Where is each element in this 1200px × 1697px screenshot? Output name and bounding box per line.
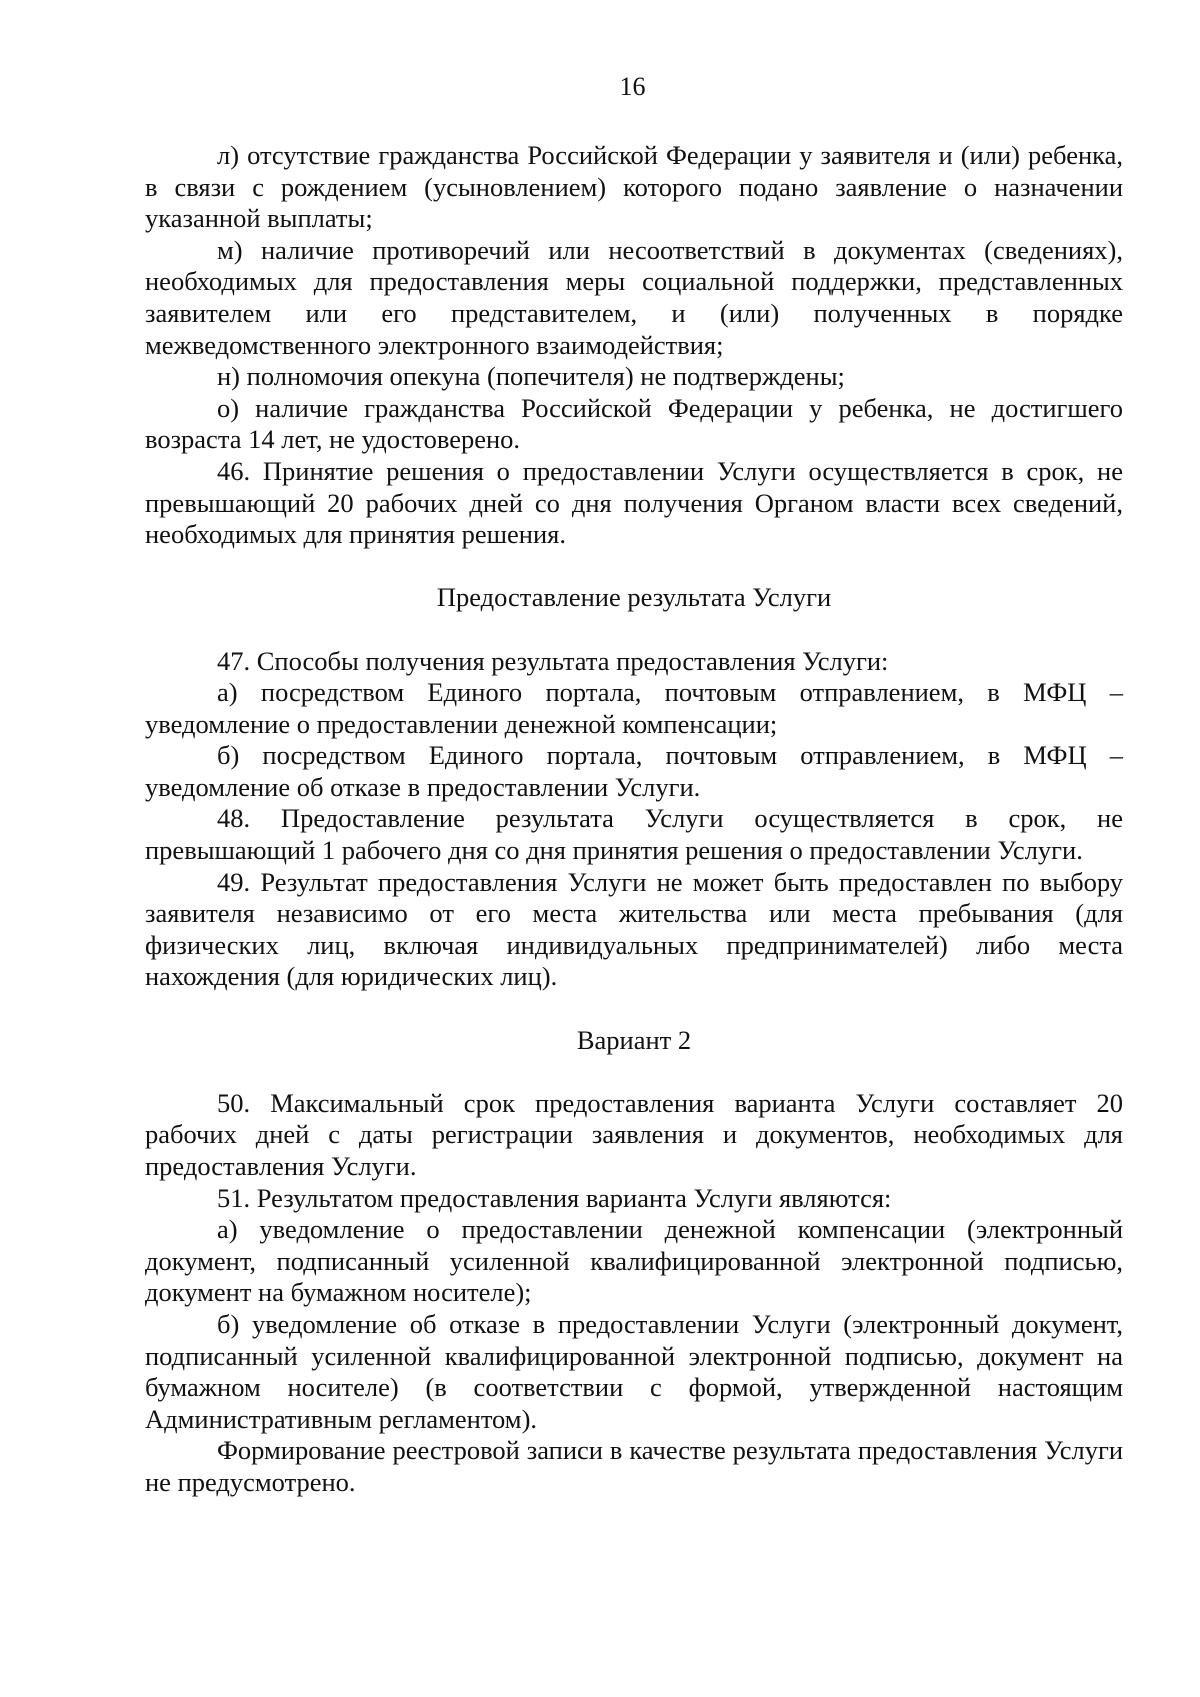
clause-51a-paragraph: а) уведомление о предоставлении денежной компенсации (электронный документ, подписанный усиленной квалифицированной электронной подписью, документ на бумажном носителе);: [145, 1214, 1123, 1308]
clause-47a-paragraph: а) посредством Единого портала, почтовым отправлением, в МФЦ – уведомление о предоставлении денежной компенсации;: [145, 677, 1123, 739]
item-o-paragraph: о) наличие гражданства Российской Федерации у ребенка, не достигшего возраста 14 лет, не удостоверено.: [145, 392, 1123, 455]
item-n-paragraph: н) полномочия опекуна (попечителя) не подтверждены;: [217, 361, 845, 392]
item-l-paragraph: л) отсутствие гражданства Российской Федерации у заявителя и (или) ребенка, в связи с рождением (усыновлением) которого подано заявление о назначении указанной выплаты;: [145, 140, 1123, 234]
clause-51b-paragraph: б) уведомление об отказе в предоставлении Услуги (электронный документ, подписанный усиленной квалифицированной электронной подписью, документ на бумажном носителе) (в соответствии с формой, утвержденной настоящим Административным регламентом).: [145, 1308, 1123, 1434]
item-m-paragraph: м) наличие противоречий или несоответствий в документах (сведениях), необходимых для предоставления меры социальной поддержки, представленных заявителем или его представителем, и (или) полученных в порядке межведомственного электронного взаимодействия;: [145, 234, 1123, 360]
clause-46-paragraph: 46. Принятие решения о предоставлении Услуги осуществляется в срок, не превышающий 20 рабочих дней со дня получения Органом власти всех сведений, необходимых для принятия решения.: [145, 455, 1123, 550]
page-number: 16: [619, 72, 646, 101]
clause-49-paragraph: 49. Результат предоставления Услуги не может быть предоставлен по выбору заявителя независимо от его места жительства или места пребывания (для физических лиц, включая индивидуальных предпринимателей) либо места нахождения (для юридических лиц).: [145, 866, 1123, 992]
document-body: [145, 140, 1123, 1499]
clause-47b-paragraph: б) посредством Единого портала, почтовым отправлением, в МФЦ – уведомление об отказе в предоставлении Услуги.: [145, 740, 1123, 802]
clause-50-paragraph: 50. Максимальный срок предоставления варианта Услуги составляет 20 рабочих дней с даты регистрации заявления и документов, необходимых для предоставления Услуги.: [145, 1087, 1123, 1181]
section-heading-variant-2: Вариант 2: [576, 1024, 692, 1055]
registry-record-paragraph: Формирование реестровой записи в качестве результата предоставления Услуги не предусмотрено.: [145, 1435, 1123, 1497]
clause-51-paragraph: 51. Результатом предоставления варианта Услуги являются:: [217, 1182, 892, 1213]
section-heading-result: Предоставление результата Услуги: [436, 582, 832, 613]
clause-47-paragraph: 47. Способы получения результата предоставления Услуги:: [217, 645, 889, 676]
clause-48-paragraph: 48. Предоставление результата Услуги осуществляется в срок, не превышающий 1 рабочего дня со дня принятия решения о предоставлении Услуги.: [145, 803, 1123, 866]
